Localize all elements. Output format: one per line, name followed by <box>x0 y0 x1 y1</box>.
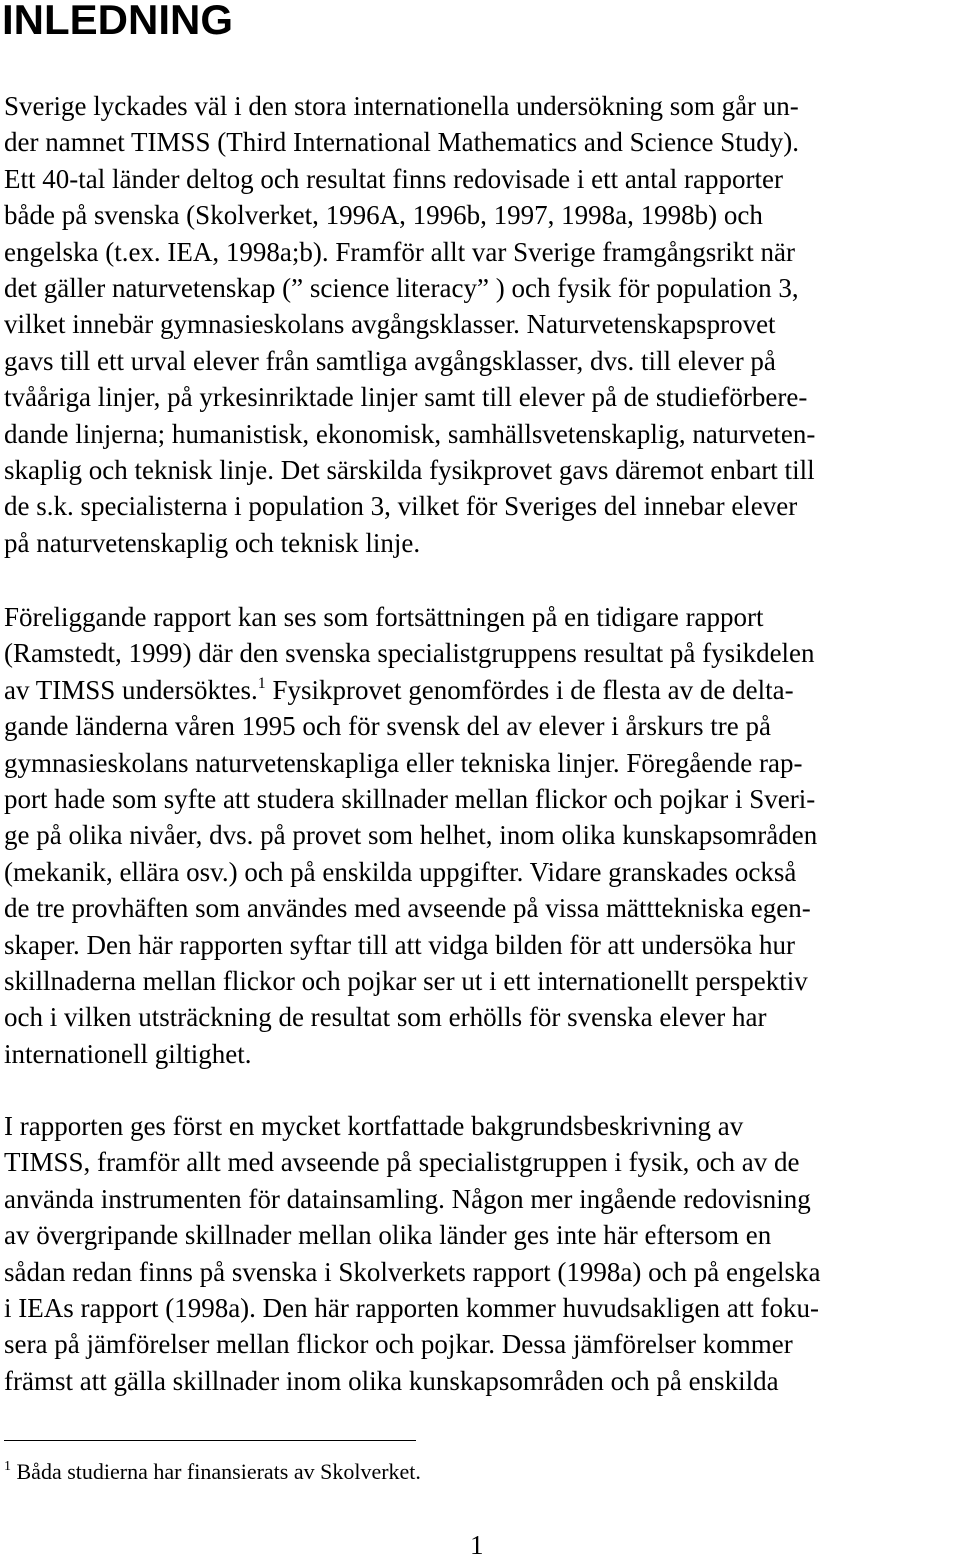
text-line: gymnasieskolans naturvetenskapliga eller tekniska linjer. Föregående rap- <box>4 747 803 778</box>
paragraph-2 <box>4 599 960 1072</box>
text-line: skaplig och teknisk linje. Det särskilda fysikprovet gavs däremot enbart till <box>4 455 815 486</box>
footnote-reference: 1 <box>257 674 266 692</box>
text-line: I rapporten ges först en mycket kortfattade bakgrundsbeskrivning av <box>4 1111 744 1141</box>
text-line-with-footnote-ref <box>4 672 960 708</box>
text-line: använda instrumenten för datainsamling. Någon mer ingående redovisning <box>4 1183 811 1214</box>
text-line: Sverige lyckades väl i den stora internationella undersökning som går un- <box>4 91 799 121</box>
text-line: engelska (t.ex. IEA, 1998a;b). Framför allt var Sverige framgångsrikt när <box>4 236 795 267</box>
text-segment: av TIMSS undersöktes. <box>4 674 258 705</box>
section-heading: INLEDNING <box>2 0 233 43</box>
footnote <box>4 1458 421 1486</box>
text-line: skillnaderna mellan flickor och pojkar ser ut i ett internationellt perspektiv <box>4 966 808 997</box>
text-line: der namnet TIMSS (Third International Mathematics and Science Study). <box>4 127 800 158</box>
text-line: gavs till ett urval elever från samtliga avgångsklasser, dvs. till elever på <box>4 345 776 376</box>
text-line: och i vilken utsträckning de resultat som erhölls för svenska elever har <box>4 1002 767 1033</box>
text-line: ge på olika nivåer, dvs. på provet som helhet, inom olika kunskapsområden <box>4 820 818 851</box>
page-number: 1 <box>470 1530 484 1560</box>
text-line: TIMSS, framför allt med avseende på specialistgruppen i fysik, och av de <box>4 1147 800 1178</box>
text-line: internationell giltighet. <box>4 1038 252 1069</box>
text-line: de tre provhäften som användes med avseende på vissa mätttekniska egen- <box>4 893 811 924</box>
text-line: port hade som syfte att studera skillnader mellan flickor och pojkar i Sveri- <box>4 784 816 815</box>
footnote-text: Båda studierna har finansierats av Skolverket. <box>11 1459 421 1484</box>
text-line: både på svenska (Skolverket, 1996A, 1996b, 1997, 1998a, 1998b) och <box>4 200 763 231</box>
text-line: vilket innebär gymnasieskolans avgångsklasser. Naturvetenskapsprovet <box>4 309 776 340</box>
paragraph-1 <box>4 88 960 561</box>
text-line: sådan redan finns på svenska i Skolverkets rapport (1998a) och på engelska <box>4 1256 821 1287</box>
text-line: på naturvetenskaplig och teknisk linje. <box>4 527 421 558</box>
text-line: Ett 40-tal länder deltog och resultat finns redovisade i ett antal rapporter <box>4 163 783 194</box>
text-line: det gäller naturvetenskap (” science literacy” ) och fysik för population 3, <box>4 273 799 304</box>
footnote-mark: 1 <box>4 1459 11 1474</box>
text-line: gande länderna våren 1995 och för svensk del av elever i årskurs tre på <box>4 711 771 742</box>
footnote-separator <box>4 1440 416 1441</box>
text-line: (mekanik, ellära osv.) och på enskilda uppgifter. Vidare granskades också <box>4 856 797 887</box>
text-line: skaper. Den här rapporten syftar till att vidga bilden för att undersöka hur <box>4 929 796 960</box>
text-line: dande linjerna; humanistisk, ekonomisk, samhällsvetenskaplig, naturveten- <box>4 418 816 449</box>
paragraph-3 <box>4 1108 960 1399</box>
text-segment: Fysikprovet genomfördes i de flesta av de delta- <box>265 674 794 705</box>
text-line: de s.k. specialisterna i population 3, vilket för Sveriges del innebar elever <box>4 491 798 522</box>
text-line: tvååriga linjer, på yrkesinriktade linjer samt till elever på de studieförbere- <box>4 382 808 413</box>
text-line: (Ramstedt, 1999) där den svenska specialistgruppens resultat på fysikdelen <box>4 638 815 669</box>
text-line: av övergripande skillnader mellan olika länder ges inte här eftersom en <box>4 1220 772 1251</box>
text-line: Föreliggande rapport kan ses som fortsättningen på en tidigare rapport <box>4 602 764 632</box>
text-line: främst att gälla skillnader inom olika kunskapsområden och på enskilda <box>4 1365 779 1396</box>
text-line: sera på jämförelser mellan flickor och pojkar. Dessa jämförelser kommer <box>4 1329 793 1360</box>
text-line: i IEAs rapport (1998a). Den här rapporten kommer huvudsakligen att foku- <box>4 1293 820 1324</box>
